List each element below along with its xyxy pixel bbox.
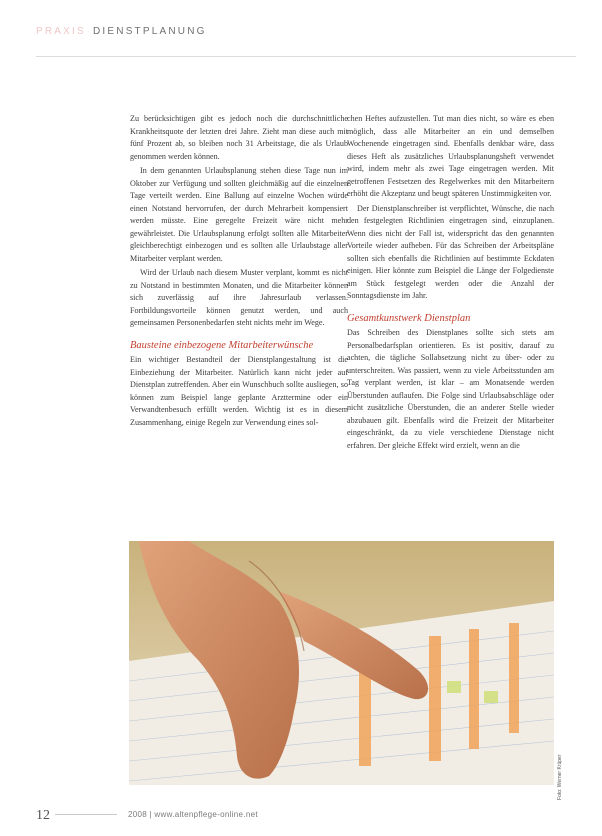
page-number: 12 <box>36 808 50 823</box>
right-column <box>347 113 554 454</box>
publication-info: 2008 | www.altenpflege-online.net <box>128 810 258 819</box>
section-title: DIENSTPLANUNG <box>93 26 207 37</box>
header-divider <box>36 56 576 57</box>
footer-divider <box>55 814 117 815</box>
paragraph: In dem genannten Urlaubsplanung stehen diese Tage nun im Oktober zur Verfügung und sollten gleichmäßig auf die einzelnen Tage verteilt werden. Eine Ballung auf einzelne Wochen würde einen Notstand hervorrufen, der durch Mehrarbeit kompensiert werden müsste. Eine geregelte Freizeit wäre nicht mehr gewährleistet. Die Urlaubsplanung erfolgt sollten alle Mitarbeiter gleichberechtigt einbezogen und es sollten alle Urlaubstage aller Mitarbeiter verplant werden. <box>130 166 348 263</box>
roster-photo <box>129 541 554 785</box>
paragraph: Zu berücksichtigen gibt es jedoch noch die durchschnittliche Krankheitsquote der letzten drei Jahre. Zieht man diese auch mit fünf Prozent ab, so bleiben noch 31 Arbeitstage, die als Urlaub genommen werden können. <box>130 114 348 161</box>
photo-illustration <box>129 541 554 785</box>
paragraph: chen Heftes aufzustellen. Tut man dies nicht, so wäre es eben möglich, dass alle Mitarbeiter an ein und demselben Wochenende eingetragen sind. Ebenfalls denkbar wäre, dass dieses Heft als zusätzliches Urlaubsplanungsheft verwendet wird, indem mehr als zwei Tage eingetragen werden. Mit getroffenen Festsetzen des Regelwerkes mit den Mitarbeitern erhöht die Akzeptanz und beugt späteren Unstimmigkeiten vor. <box>347 114 554 198</box>
subheading: Gesamtkunstwerk Dienstplan <box>347 312 471 324</box>
paragraph: Der Dienstplanschreiber ist verpflichtet, Wünsche, die nach den festgelegten Richtlinien eingetragen sind, einzuplanen. Wenn dies nicht der Fall ist, widerspricht das den genannten Vorteile wieder aufheben. Für das Schreiben der Arbeitspläne sollten sich ebenfalls die Richtlinien auf bestimmte Eckdaten einigen. Hier könnte zum Beispiel die Länge der Folgedienste am Stück festgelegt werden oder die Anzahl der Sonntagsdienste im Jahr. <box>347 203 554 300</box>
page-footer <box>0 808 602 828</box>
paragraph: Das Schreiben des Dienstplanes sollte sich stets am Personalbedarfsplan orientieren. Es ist positiv, darauf zu achten, die tägliche Sollabsetzung nicht zu über- oder zu unterschreiten. Was passiert, wenn zu viele Arbeitsstunden am Tag verplant werden, ist klar – am Monatsende werden Überstunden auflaufen. Die Folge sind Urlaubsabschläge oder nicht zusätzliche Überstunden, die an anderer Stelle wieder abzubauen gilt. Ebenfalls wird die Freizeit der Mitarbeiter eingeschränkt, da zu viele verschiedene Dienstage nicht erfahren. Der gleiche Effekt wird erzielt, wenn an die <box>347 328 554 450</box>
left-column <box>130 113 348 431</box>
page-header <box>0 20 602 40</box>
paragraph: Wird der Urlaub nach diesem Muster verplant, kommt es nicht zu Notstand in bestimmten Monaten, und die Mitarbeiter können sich zuverlässig auf ihre Jahresurlaub verlassen. Fortbildungsvorteile können genutzt werden, und auch gemeinsamen Personenbedarfen steht nichts mehr im Wege. <box>130 268 348 327</box>
paragraph: Ein wichtiger Bestandteil der Dienstplangestaltung ist die Einbeziehung der Mitarbeiter. Natürlich kann nicht jeder auf Dienstplan zutreffenden. Aber ein Wunschbuch sollte ausliegen, so können zum Beispiel lange geplante Arzttermine oder ein Verwandtenbesuch erfüllt werden. Wichtig ist es in diesem Zusammenhang, einige Regeln zur Verwendung eines sol- <box>130 355 348 427</box>
photo-credit: Foto: Werner Krüper <box>557 754 563 800</box>
subheading: Bausteine einbezogene Mitarbeiterwünsche <box>130 339 314 351</box>
rubric-label: PRAXIS <box>36 26 86 37</box>
